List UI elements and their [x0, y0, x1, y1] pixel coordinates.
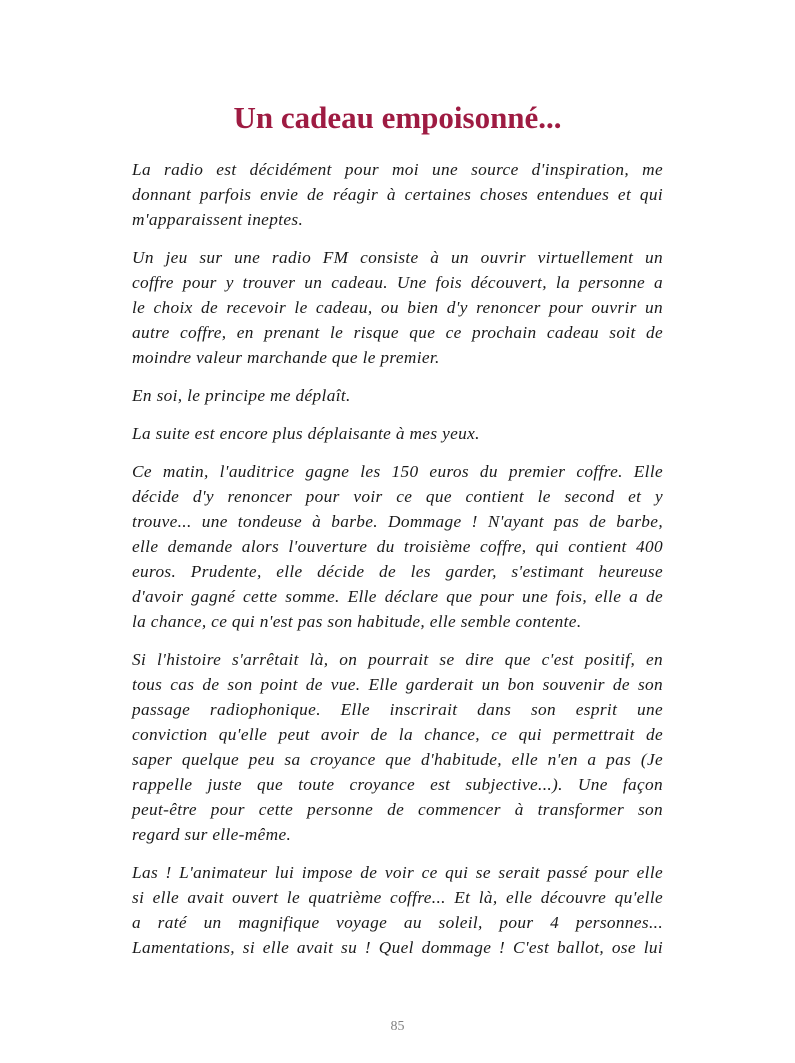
text-line: euros. Prudente, elle décide de les garder, s'estimant heureuse — [132, 562, 663, 581]
text-line: décide d'y renoncer pour voir ce que contient le second et y — [132, 487, 663, 506]
text-line: a raté un magnifique voyage au soleil, pour 4 personnes... — [132, 913, 663, 932]
text-line: le choix de recevoir le cadeau, ou bien d'y renoncer pour ouvrir un — [132, 298, 663, 317]
paragraph — [132, 421, 663, 446]
text-line: Lamentations, si elle avait su ! Quel dommage ! C'est ballot, ose lui — [132, 938, 663, 957]
text-line: La radio est décidément pour moi une source d'inspiration, me — [132, 160, 663, 179]
text-line: la chance, ce qui n'est pas son habitude, elle semble contente. — [132, 612, 582, 631]
paragraph — [132, 157, 663, 232]
text-line: peut-être pour cette personne de commencer à transformer son — [132, 800, 663, 819]
text-line: Un jeu sur une radio FM consiste à un ouvrir virtuellement un — [132, 248, 663, 267]
text-line: En soi, le principe me déplaît. — [132, 386, 351, 405]
text-line: m'apparaissent ineptes. — [132, 210, 304, 229]
text-line: elle demande alors l'ouverture du troisième coffre, qui contient 400 — [132, 537, 663, 556]
text-line: Ce matin, l'auditrice gagne les 150 euros du premier coffre. Elle — [132, 462, 663, 481]
text-line: donnant parfois envie de réagir à certaines choses entendues et qui — [132, 185, 663, 204]
text-line: si elle avait ouvert le quatrième coffre... Et là, elle découvre qu'elle — [132, 888, 663, 907]
text-line: tous cas de son point de vue. Elle garderait un bon souvenir de son — [132, 675, 663, 694]
text-line: trouve... une tondeuse à barbe. Dommage ! N'ayant pas de barbe, — [132, 512, 663, 531]
text-line: La suite est encore plus déplaisante à mes yeux. — [132, 424, 480, 443]
text-line: moindre valeur marchande que le premier. — [132, 348, 440, 367]
text-line: saper quelque peu sa croyance que d'habitude, elle n'en a pas (Je — [132, 750, 663, 769]
chapter-title: Un cadeau empoisonné... — [233, 100, 562, 135]
text-line: d'avoir gagné cette somme. Elle déclare que pour une fois, elle a de — [132, 587, 663, 606]
text-line: Las ! L'animateur lui impose de voir ce qui se serait passé pour elle — [132, 863, 663, 882]
paragraph — [132, 383, 663, 408]
paragraph — [132, 647, 663, 847]
text-line: conviction qu'elle peut avoir de la chance, ce qui permettrait de — [132, 725, 663, 744]
paragraph — [132, 459, 663, 634]
text-line: passage radiophonique. Elle inscrirait dans son esprit une — [132, 700, 663, 719]
text-line: rappelle juste que toute croyance est subjective...). Une façon — [132, 775, 663, 794]
text-line: coffre pour y trouver un cadeau. Une fois découvert, la personne a — [132, 273, 663, 292]
text-line: Si l'histoire s'arrêtait là, on pourrait se dire que c'est positif, en — [132, 650, 663, 669]
body-text — [132, 157, 663, 973]
text-line: autre coffre, en prenant le risque que ce prochain cadeau soit de — [132, 323, 663, 342]
paragraph — [132, 245, 663, 370]
paragraph — [132, 860, 663, 960]
page-number: 85 — [390, 1019, 405, 1034]
text-line: regard sur elle-même. — [132, 825, 292, 844]
